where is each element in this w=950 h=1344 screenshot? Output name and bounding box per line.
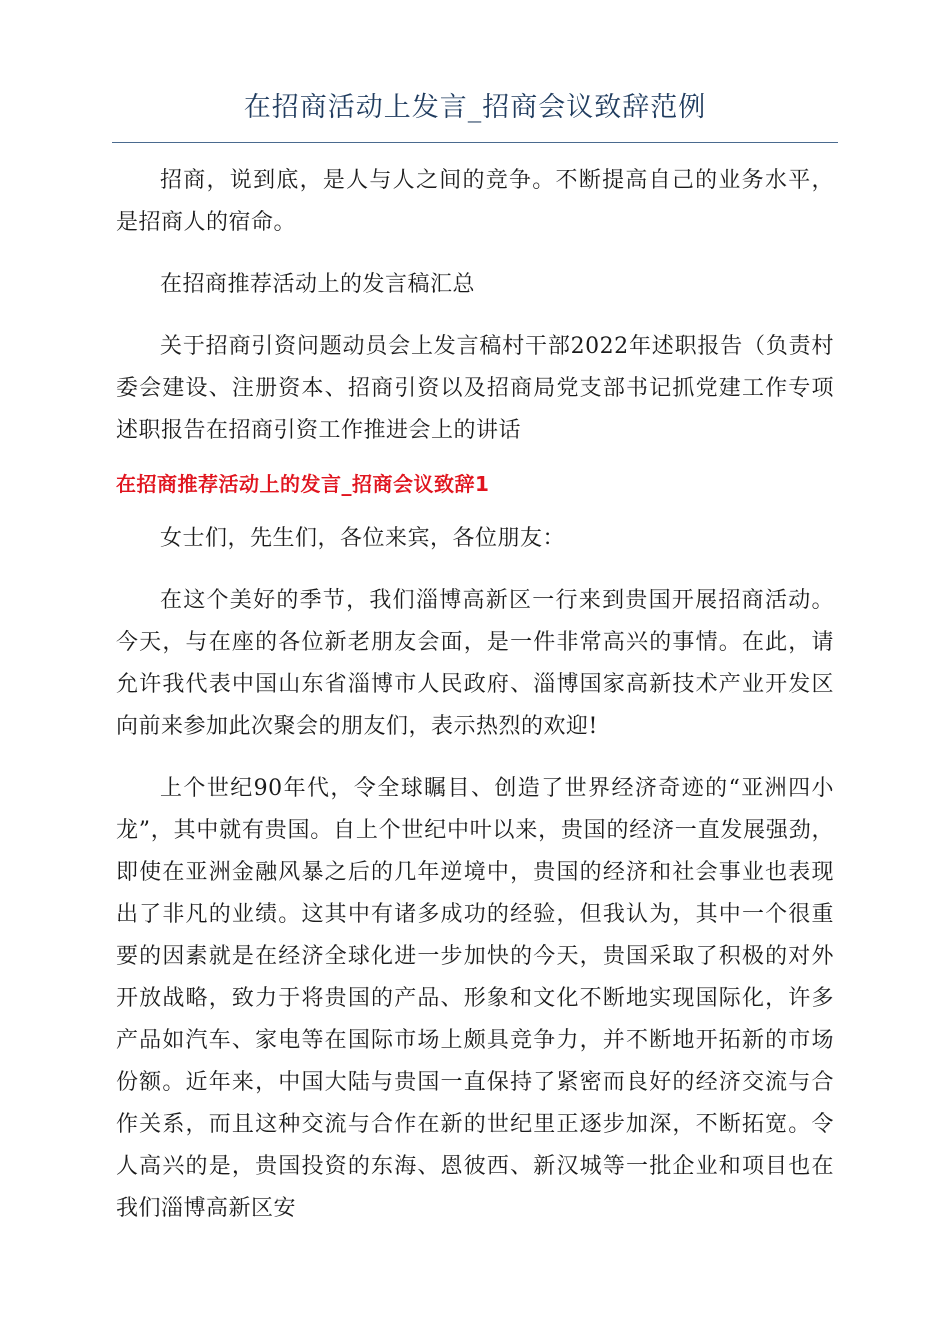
section-paragraph: 女士们，先生们，各位来宾，各位朋友： bbox=[160, 526, 566, 551]
intro-paragraph: 关于招商引资问题动员会上发言稿村干部2022年述职报告（负责村委会建设、注册资本、招商引资以及招商局党支部书记抓党建工作专项述职报告在招商引资工作推进会上的讲话 bbox=[116, 334, 834, 443]
intro-paragraph: 招商，说到底，是人与人之间的竞争。不断提高自己的业务水平，是招商人的宿命。 bbox=[116, 168, 834, 235]
section-paragraph: 上个世纪90年代，令全球瞩目、创造了世界经济奇迹的“亚洲四小龙”，其中就有贵国。自上个世纪中叶以来，贵国的经济一直发展强劲，即使在亚洲金融风暴之后的几年逆境中，贵国的经济和社会事业也表现出了非凡的业绩。这其中有诸多成功的经验，但我认为，其中一个很重要的因素就是在经济全球化进一步加快的今天，贵国采取了积极的对外开放战略，致力于将贵国的产品、形象和文化不断地实现国际化，许多产品如汽车、家电等在国际市场上颇具竞争力，并不断地开拓新的市场份额。近年来，中国大陆与贵国一直保持了紧密而良好的经济交流与合作关系，而且这种交流与合作在新的世纪里正逐步加深，不断拓宽。令人高兴的是，贵国投资的东海、恩彼西、新汉城等一批企业和项目也在我们淄博高新区安 bbox=[116, 776, 834, 1221]
title-divider bbox=[112, 142, 838, 143]
section-paragraph: 在这个美好的季节，我们淄博高新区一行来到贵国开展招商活动。今天，与在座的各位新老朋友会面，是一件非常高兴的事情。在此，请允许我代表中国山东省淄博市人民政府、淄博国家高新技术产业开发区向前来参加此次聚会的朋友们，表示热烈的欢迎! bbox=[116, 588, 834, 739]
section-heading: 在招商推荐活动上的发言_招商会议致辞1 bbox=[116, 472, 490, 496]
document-title: 在招商活动上发言_招商会议致辞范例 bbox=[243, 92, 707, 123]
document-body bbox=[116, 160, 834, 1230]
intro-paragraph: 在招商推荐活动上的发言稿汇总 bbox=[160, 272, 476, 297]
